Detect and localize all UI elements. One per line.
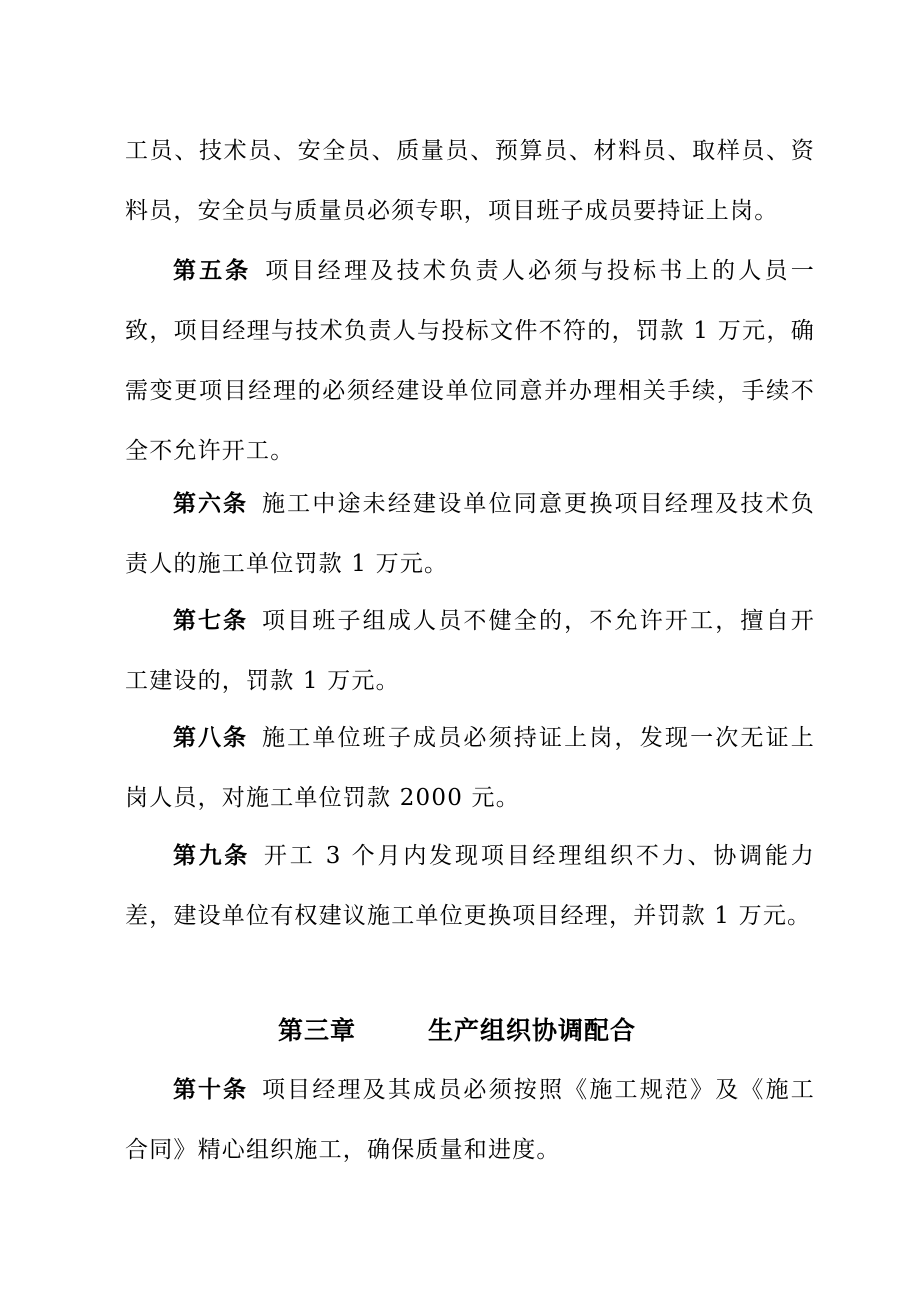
article-7: [125, 591, 815, 711]
chapter-heading: [0, 1003, 920, 1059]
article-6: [125, 474, 815, 594]
article-text: 开工 3 个月内发现项目经理组织不力、协调能力差，建设单位有权建议施工单位更换项目经理，并罚款 1 万元。: [125, 843, 816, 929]
article-text: 项目班子组成人员不健全的，不允许开工，擅自开工建设的，罚款 1 万元。: [125, 608, 815, 694]
article-10: [125, 1060, 815, 1180]
article-text: 项目经理及技术负责人必须与投标书上的人员一致，项目经理与技术负责人与投标文件不符的，罚款 1 万元，确需变更项目经理的必须经建设单位同意并办理相关手续，手续不全不允许开工。: [125, 258, 815, 464]
chapter-title: 生产组织协调配合: [428, 1016, 637, 1045]
article-number: 第十条: [173, 1077, 248, 1103]
paragraph-text: 工员、技术员、安全员、质量员、预算员、材料员、取样员、资料员，安全员与质量员必须专职，项目班子成员要持证上岗。: [125, 138, 815, 224]
paragraph-continuation: [125, 121, 815, 241]
article-text: 施工中途未经建设单位同意更换项目经理及技术负责人的施工单位罚款 1 万元。: [125, 491, 815, 577]
chapter-number: 第三章: [277, 1016, 356, 1045]
article-number: 第五条: [173, 258, 252, 284]
article-text: 项目经理及其成员必须按照《施工规范》及《施工合同》精心组织施工，确保质量和进度。: [125, 1077, 815, 1163]
article-text: 施工单位班子成员必须持证上岗，发现一次无证上岗人员，对施工单位罚款 2000 元。: [125, 725, 815, 811]
article-9: [125, 826, 815, 946]
article-number: 第七条: [173, 608, 248, 634]
article-5: [125, 241, 815, 481]
article-number: 第九条: [173, 843, 250, 869]
article-8: [125, 708, 815, 828]
article-number: 第六条: [173, 491, 248, 517]
article-number: 第八条: [173, 725, 248, 751]
